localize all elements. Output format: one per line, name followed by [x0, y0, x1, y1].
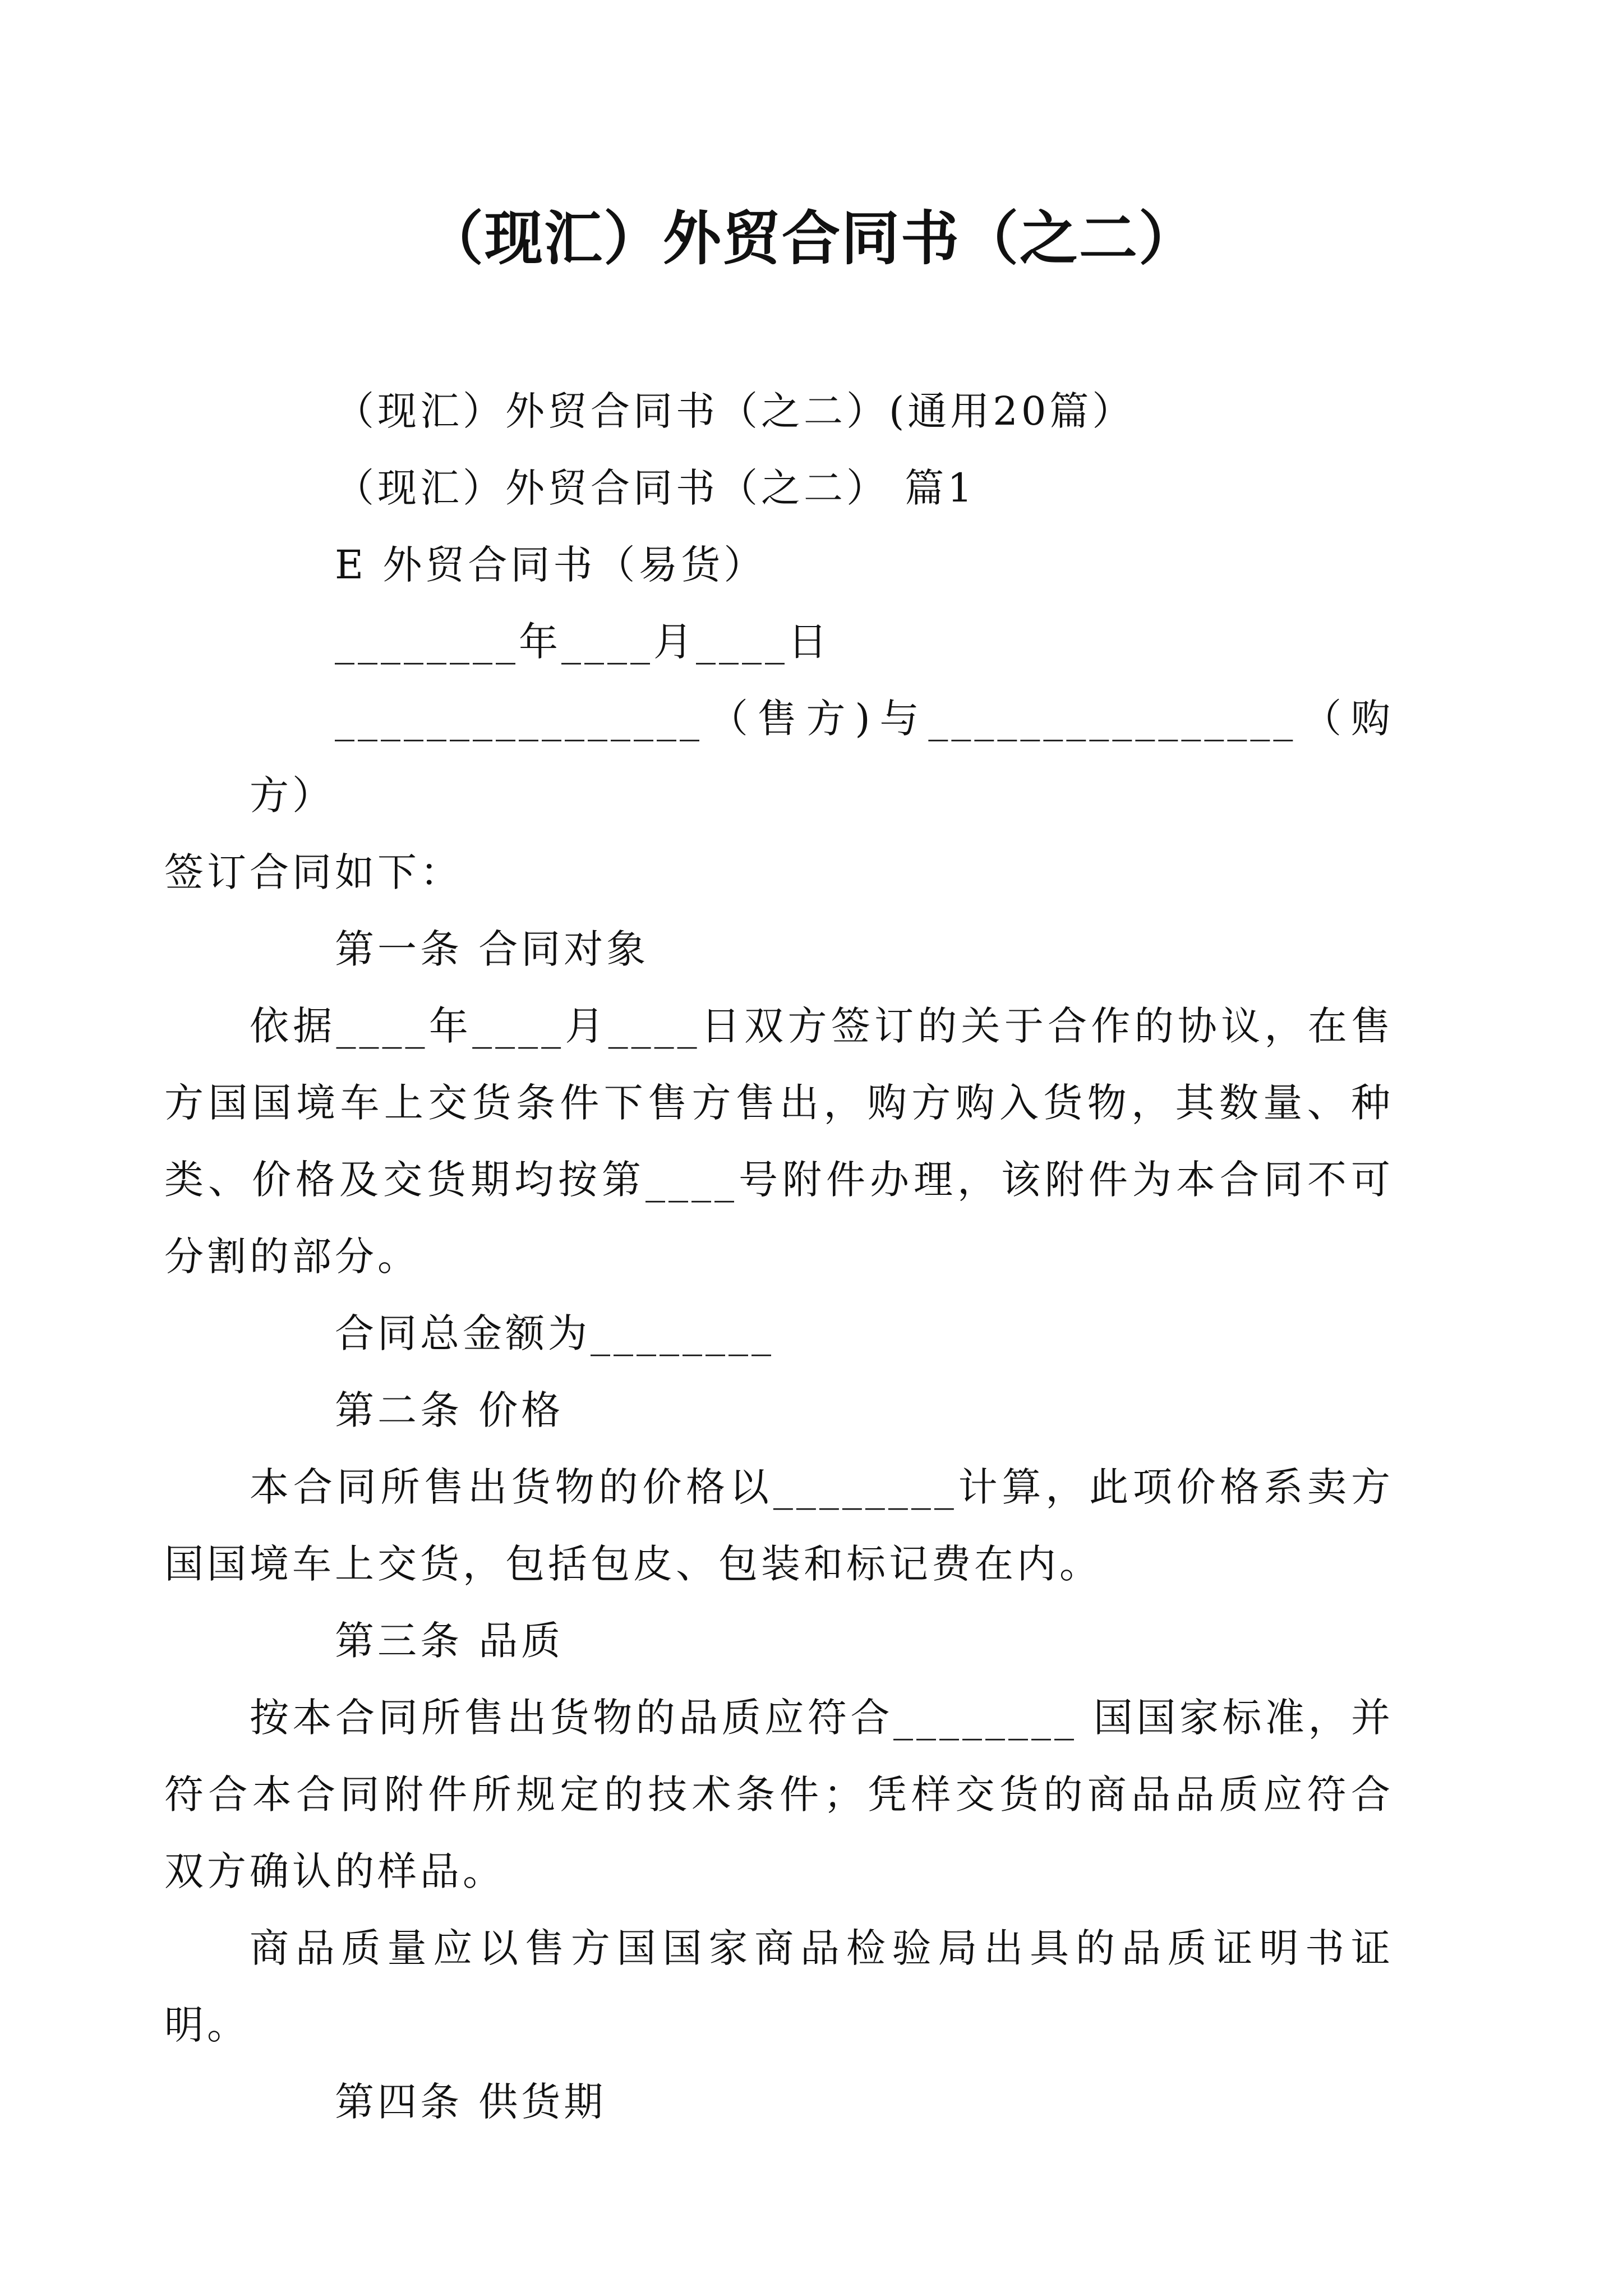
- clause-3-heading: 第三条 品质: [335, 1618, 564, 1664]
- document-body: [164, 373, 1394, 2141]
- paragraph-parties-line: ________________（售方)与________________（购方）: [250, 696, 1394, 818]
- paragraph-date-line: ________年____月____日: [335, 619, 831, 665]
- clause-1-text: 依据____年____月____日双方签订的关于合作的协议，在售方国国境车上交货条件下售方售出，购方购入货物，其数量、种类、价格及交货期均按第____号附件办理，该附件为本合同不可分割的部分。: [164, 1003, 1394, 1280]
- document-title: （现汇）外贸合同书（之二）: [425, 204, 1198, 273]
- paragraph-contract-name: E 外贸合同书（易货）: [335, 542, 767, 588]
- clause-2-heading: 第二条 价格: [335, 1387, 564, 1433]
- paragraph-chapter-heading: （现汇）外贸合同书（之二） 篇1: [335, 465, 976, 511]
- paragraph-subtitle: （现汇）外贸合同书（之二）(通用20篇）: [335, 388, 1135, 434]
- clause-4-heading: 第四条 供货期: [335, 2079, 607, 2125]
- clause-3-certificate-text: 商品质量应以售方国国家商品检验局出具的品质证明书证明。: [164, 1925, 1394, 2048]
- contract-total-amount: 合同总金额为________: [335, 1310, 774, 1356]
- clause-1-heading: 第一条 合同对象: [335, 926, 649, 972]
- clause-3-text: 按本合同所售出货物的品质应符合________ 国国家标准，并符合本合同附件所规定的技术条件；凭样交货的商品品质应符合双方确认的样品。: [164, 1695, 1394, 1894]
- clause-2-text: 本合同所售出货物的价格以________计算，此项价格系卖方国国境车上交货，包括包皮、包装和标记费在内。: [164, 1464, 1394, 1587]
- paragraph-agreement-intro: 签订合同如下：: [164, 849, 463, 895]
